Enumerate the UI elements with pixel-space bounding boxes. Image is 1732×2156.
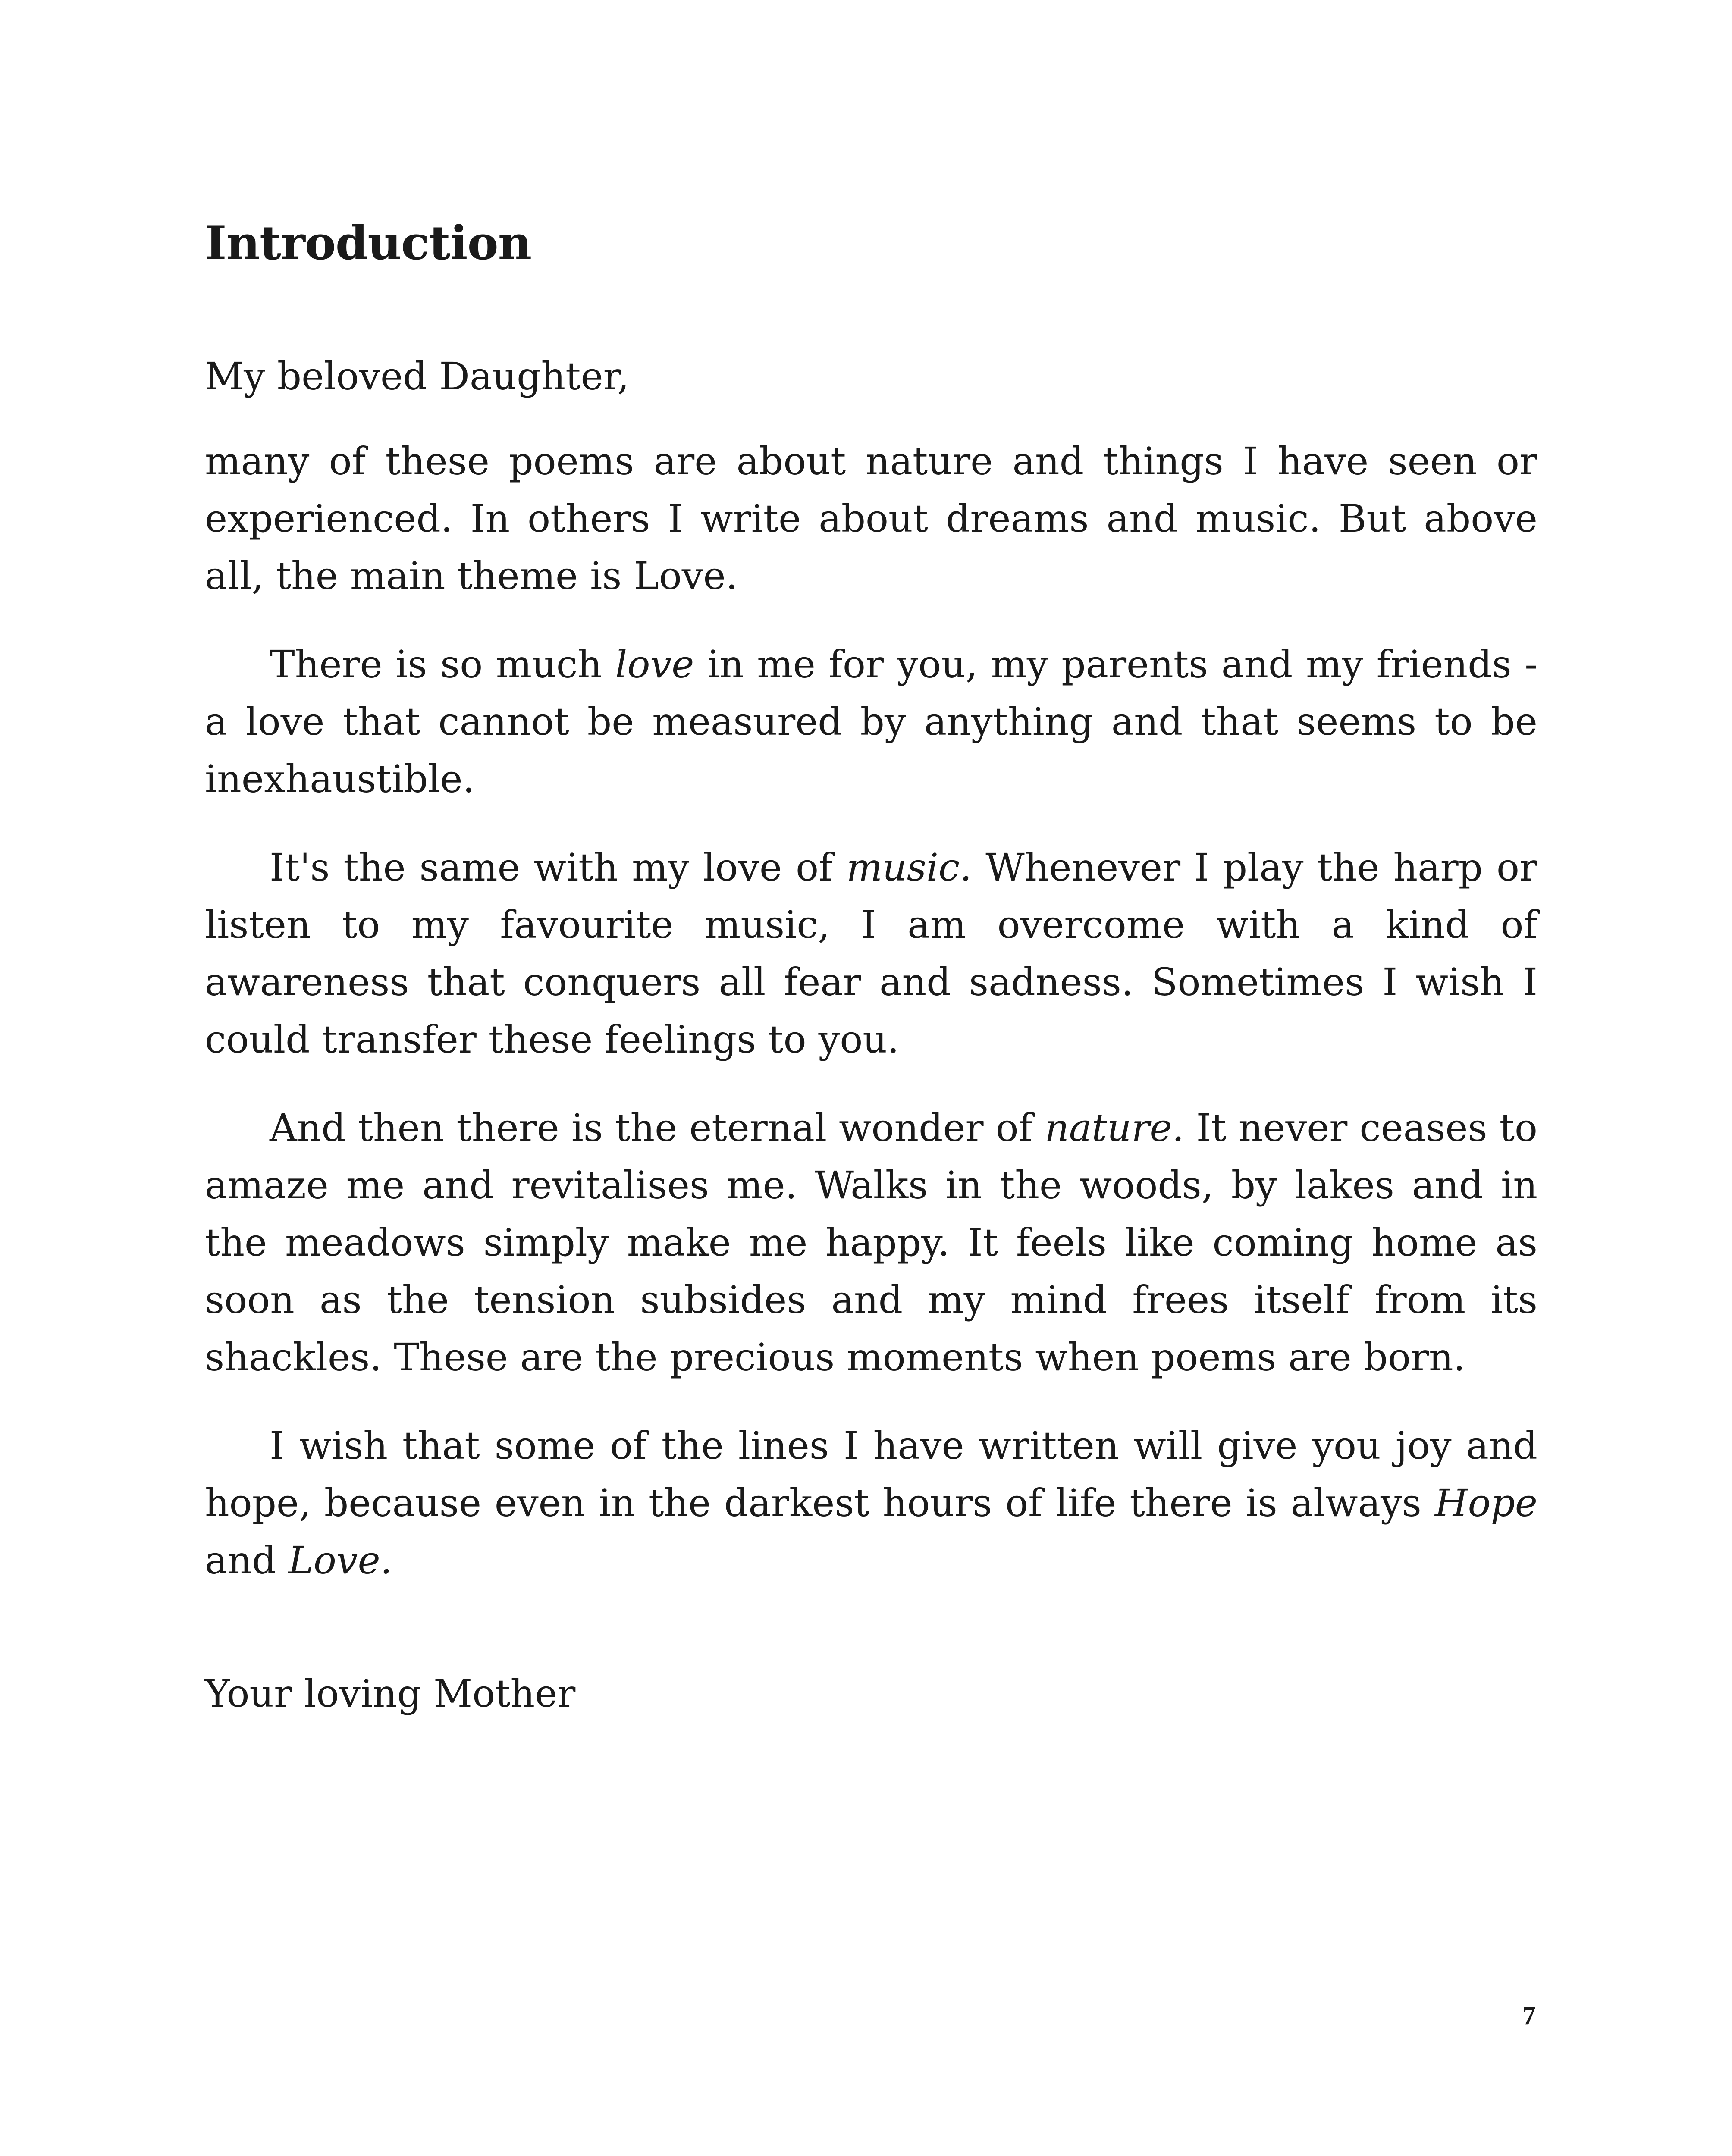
closing-signature: Your loving Mother: [205, 1671, 576, 1716]
paragraph-4-text: And then there is the eternal wonder of: [270, 1106, 1045, 1150]
paragraph-5-text-middle: and: [205, 1538, 289, 1583]
paragraph-2-text-end: in me for you, my parents and my friends - a love that cannot be measured by anything and that seems to be inexhaustible.: [205, 642, 1538, 802]
emphasis-nature: nature.: [1045, 1106, 1184, 1150]
paragraph-4-text-end: It never ceases to amaze me and revitalises me. Walks in the woods, by lakes and in the meadows simply make me happy. It feels like coming home as soon as the tension subsides and my mind frees itself from its shackles. These are the precious moments when poems are born.: [205, 1106, 1537, 1380]
page-content: [205, 216, 1537, 1717]
emphasis-love: love: [615, 642, 694, 687]
paragraph-5: [205, 1417, 1537, 1589]
paragraph-1: many of these poems are about nature and things I have seen or experienced. In others I write about dreams and music. But above all, the main theme is Love.: [205, 439, 1537, 599]
salutation: My beloved Daughter,: [205, 354, 629, 398]
paragraph-2-text: There is so much: [270, 642, 615, 687]
emphasis-hope: Hope: [1434, 1481, 1537, 1526]
emphasis-music: music.: [846, 845, 972, 890]
paragraph-3-text: It's the same with my love of: [270, 845, 847, 890]
emphasis-love-closing: Love.: [288, 1538, 392, 1583]
page-title: Introduction: [205, 216, 532, 270]
page-number: 7: [1522, 2001, 1536, 2031]
paragraph-2: [205, 636, 1537, 808]
paragraph-3: [205, 839, 1537, 1068]
paragraph-4: [205, 1099, 1537, 1386]
paragraph-5-text: I wish that some of the lines I have written will give you joy and hope, because even in the darkest hours of life there is always: [205, 1423, 1537, 1526]
paragraph-3-text-end: Whenever I play the harp or listen to my favourite music, I am overcome with a kind of awareness that conquers all fear and sadness. Sometimes I wish I could transfer these feelings to you.: [205, 845, 1537, 1062]
